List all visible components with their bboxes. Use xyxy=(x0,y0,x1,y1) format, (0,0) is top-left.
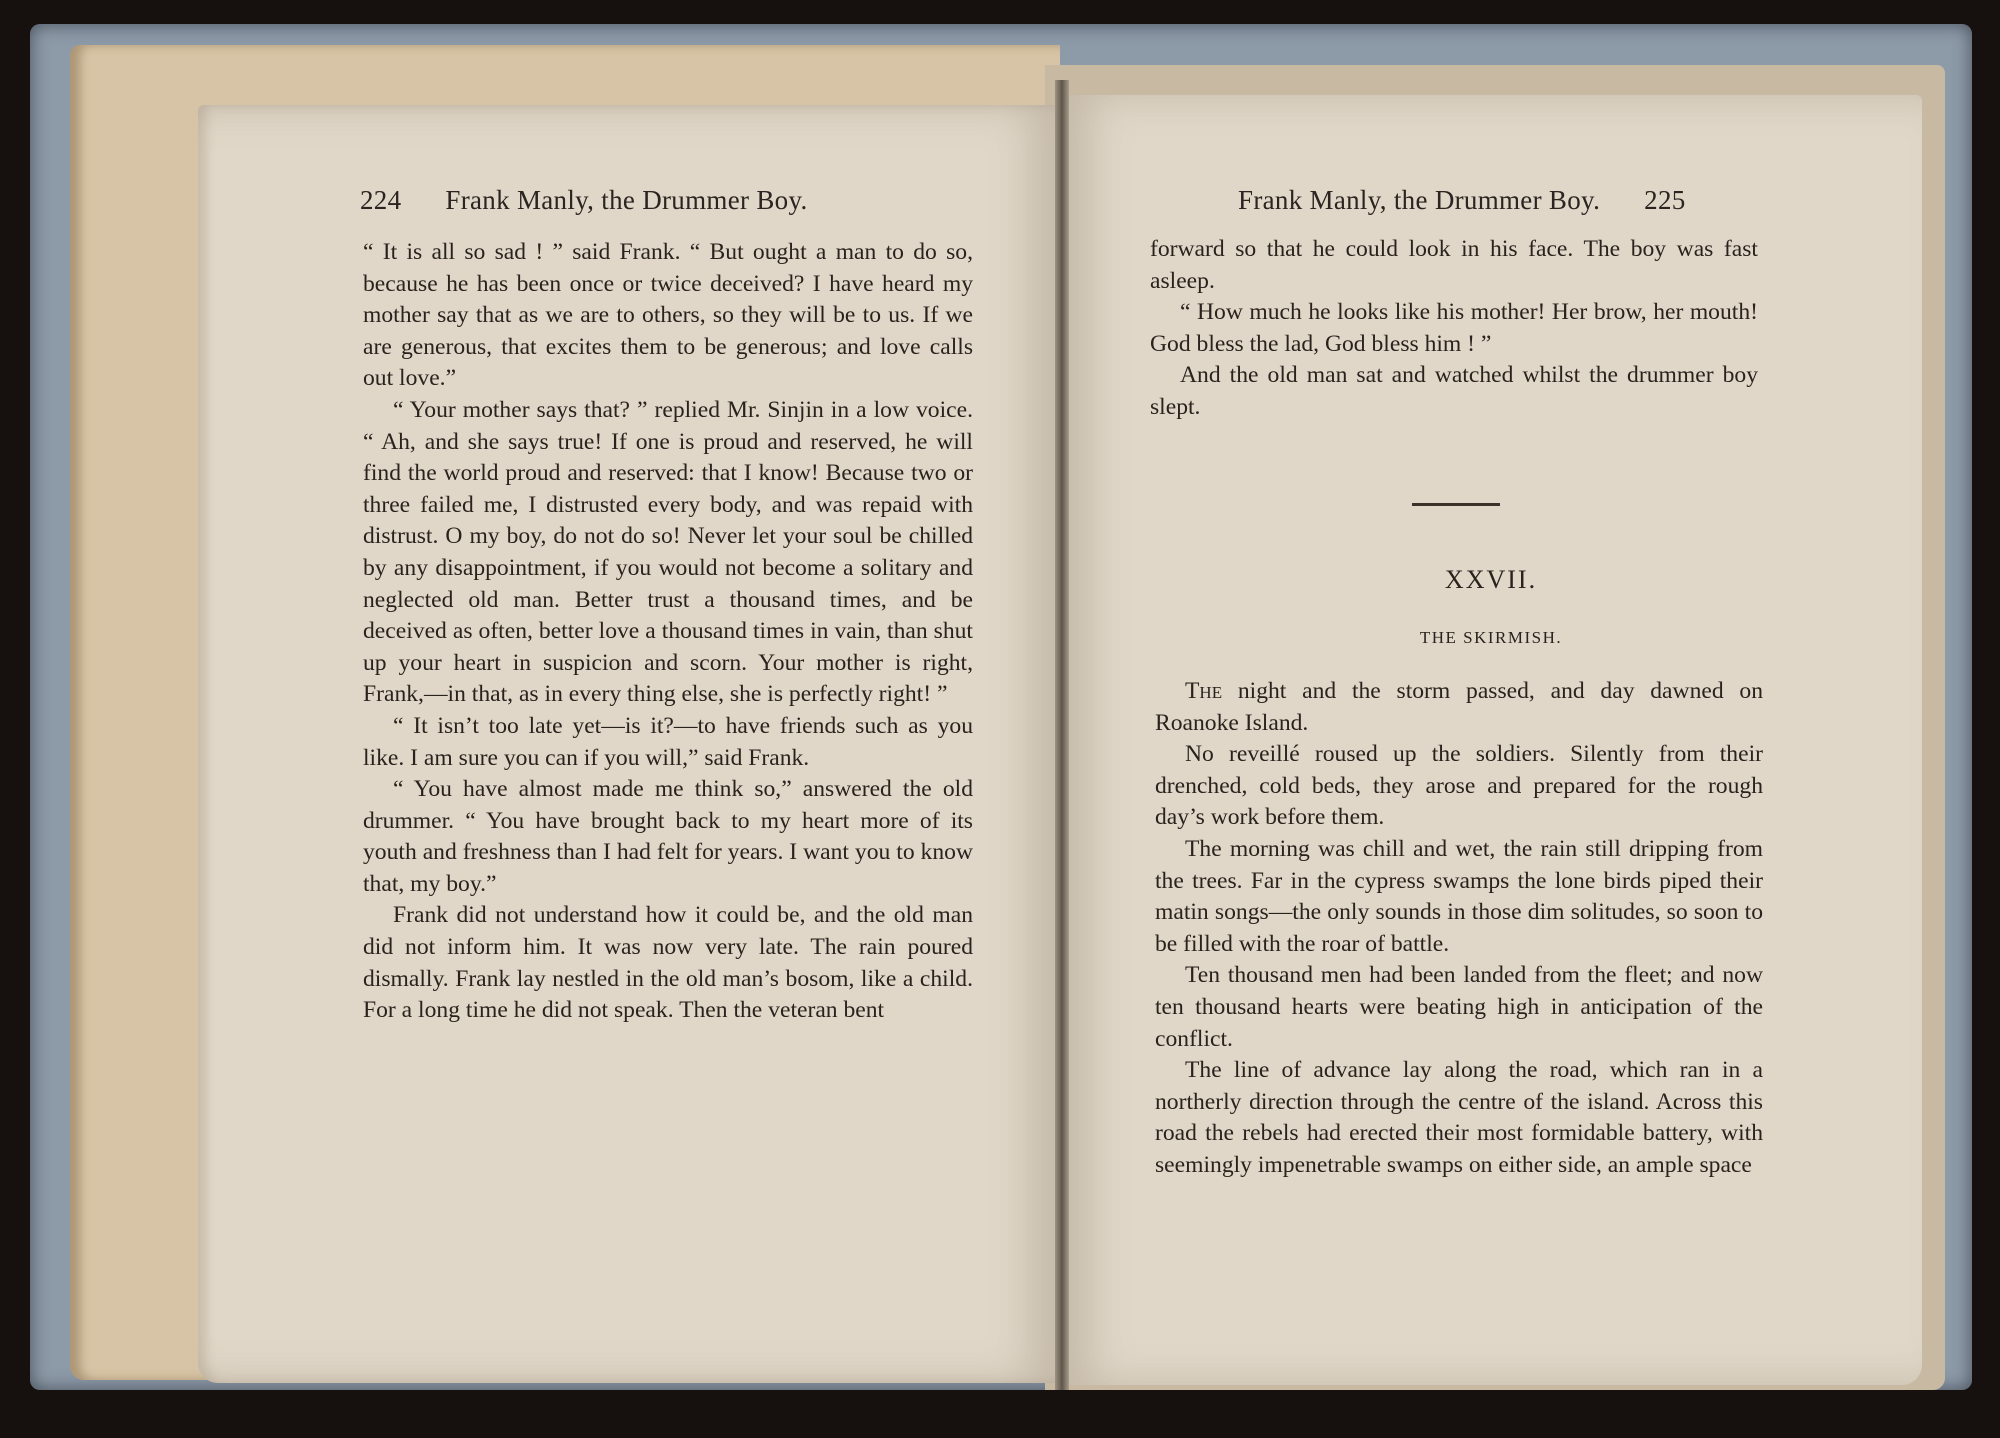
left-page-body xyxy=(363,237,973,1027)
paragraph: “ How much he looks like his mother! Her brow, her mouth! God bless the lad, God bless him ! ” xyxy=(1150,299,1758,357)
right-running-title: Frank Manly, the Drummer Boy. xyxy=(1238,185,1601,215)
paragraph: “ It isn’t too late yet—is it?—to have friends such as you like. I am sure you can if you will,” said Frank. xyxy=(363,712,973,771)
left-page-number: 224 xyxy=(360,185,402,215)
paragraph: “ Your mother says that? ” replied Mr. Sinjin in a low voice. “ Ah, and she says true! If one is proud and reserved, he will find the world proud and reserved: that I know! Because two or three failed me, I distrusted every body, and was repaid with distrust. O my boy, do not do so! Never let your soul be chilled by any disappointment, if you would not become a solitary and neglected old man. Better trust a thousand times, and be deceived as often, better love a thousand times in vain, than shut up your heart in suspicion and scorn. Your mother is right, Frank,—in that, as in every thing else, she is perfectly right! ” xyxy=(363,396,973,708)
paragraph: Ten thousand men had been landed from the fleet; and now ten thousand hearts were beating high in anticipation of the conflict. xyxy=(1155,962,1763,1052)
opening-word: The xyxy=(1185,678,1223,704)
paragraph-opening xyxy=(1155,676,1763,739)
paragraph: And the old man sat and watched whilst the drummer boy slept. xyxy=(1150,362,1758,420)
left-running-title: Frank Manly, the Drummer Boy. xyxy=(445,185,808,215)
paragraph: No reveillé roused up the soldiers. Silently from their drenched, cold beds, they arose and prepared for the rough day’s work before them. xyxy=(1155,741,1763,831)
book-gutter xyxy=(1055,80,1069,1390)
right-page-body-top xyxy=(1150,234,1758,424)
right-page-number: 225 xyxy=(1644,185,1686,215)
chapter-number: XXVII. xyxy=(1444,565,1538,594)
paragraph: Frank did not understand how it could be, and the old man did not inform him. It was now very late. The rain poured dismally. Frank lay nestled in the old man’s bosom, like a child. For a long time he did not speak. Then the veteran bent xyxy=(363,902,973,1024)
right-running-head xyxy=(1238,185,1686,216)
left-running-head xyxy=(360,185,808,216)
paragraph: “ You have almost made me think so,” answered the old drummer. “ You have brought back to my heart more of its youth and freshness than I had felt for years. I want you to know that, my boy.” xyxy=(363,776,973,897)
opening-rest: night and the storm passed, and day dawned on Roanoke Island. xyxy=(1155,678,1763,736)
paragraph: The line of advance lay along the road, which ran in a northerly direction through the centre of the island. Across this road the rebels had erected their most formidable battery, with seemingly impenetrable swamps on either side, an ample space xyxy=(1155,1057,1763,1178)
paragraph: forward so that he could look in his face. The boy was fast asleep. xyxy=(1150,236,1758,294)
chapter-title: THE SKIRMISH. xyxy=(1419,628,1563,647)
section-rule xyxy=(1412,503,1500,506)
right-page-body-bottom xyxy=(1155,676,1763,1182)
paragraph: “ It is all so sad ! ” said Frank. “ But ought a man to do so, because he has been once or twice deceived? I have heard my mother say that as we are to others, so they will be to us. If we are generous, that excites them to be generous; and love calls out love.” xyxy=(363,239,973,392)
paragraph: The morning was chill and wet, the rain still dripping from the trees. Far in the cypress swamps the lone birds piped their matin songs—the only sounds in those dim solitudes, so soon to be filled with the roar of battle. xyxy=(1155,835,1763,957)
